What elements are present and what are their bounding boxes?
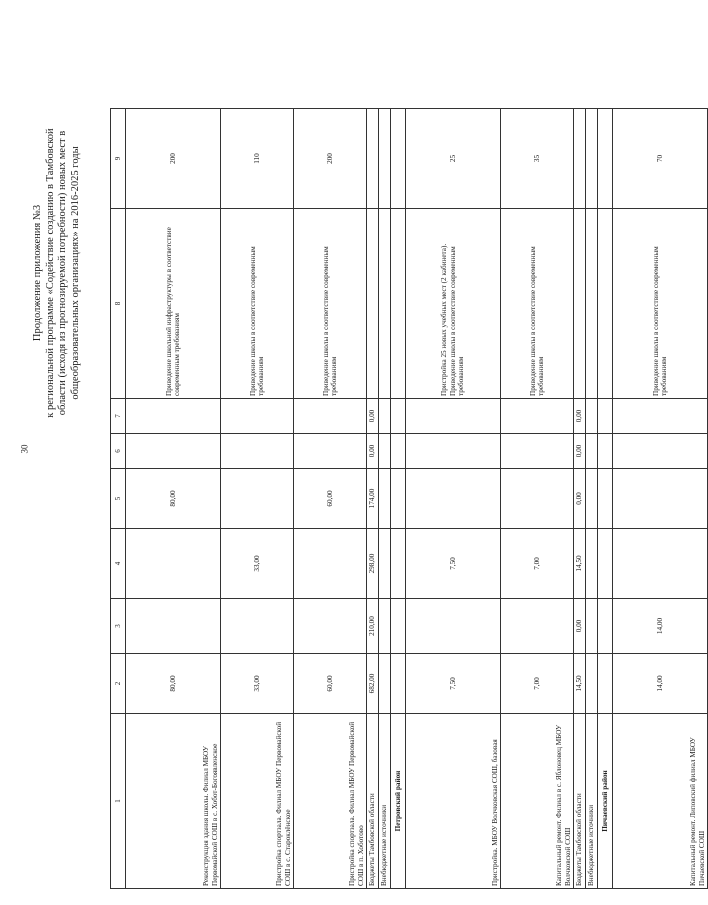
value-cell (379, 654, 391, 714)
value-cell (294, 529, 367, 599)
appendix-heading (32, 23, 82, 523)
column-header: 8 (111, 209, 126, 399)
object-name-cell: Капитальный ремонт. Филиал в с. Яблоновец МБОУ Волчковской СОШ (501, 714, 574, 889)
table-row (406, 109, 501, 889)
places-cell: 25 (406, 109, 501, 209)
header-row (111, 109, 126, 889)
object-name-cell: Пристройка спортзала. Филиал МБОУ Первомайской СОШ в с. Староклёнское (221, 714, 294, 889)
value-cell: 0,00 (574, 599, 586, 654)
value-cell: 7,00 (501, 529, 574, 599)
value-cell (294, 434, 367, 469)
table-row (574, 109, 586, 889)
page-number: 30 (19, 444, 30, 454)
column-header: 3 (111, 599, 126, 654)
object-name-cell: Капитальный ремонт. Липовский филиал МБОУ Пичаевской СОШ (613, 714, 708, 889)
result-cell: Приведение школы в соответствие современным требованиям (221, 209, 294, 399)
value-cell: 298,00 (367, 529, 379, 599)
heading-line: Продолжение приложения №3 (32, 204, 43, 342)
places-cell: 200 (294, 109, 367, 209)
value-cell (379, 434, 391, 469)
value-cell (379, 399, 391, 434)
value-cell: 0,00 (574, 469, 586, 529)
value-cell: 14,00 (613, 599, 708, 654)
value-cell (586, 399, 598, 434)
value-cell: 210,00 (367, 599, 379, 654)
table-row (367, 109, 379, 889)
table-row (501, 109, 574, 889)
value-cell (406, 469, 501, 529)
places-cell (367, 109, 379, 209)
result-cell: Приведение школьной инфраструктуры в соответствие современным требованиям (126, 209, 221, 399)
result-cell (574, 209, 586, 399)
value-cell: 33,00 (221, 654, 294, 714)
column-header: 5 (111, 469, 126, 529)
value-cell (501, 599, 574, 654)
budget-label-cell: Бюджеты Тамбовской области (574, 714, 586, 889)
column-header: 2 (111, 654, 126, 714)
value-cell (294, 599, 367, 654)
places-cell: 110 (221, 109, 294, 209)
budget-label-cell: Внебюджетные источники (379, 714, 391, 889)
table-row (126, 109, 221, 889)
value-cell: 0,00 (367, 434, 379, 469)
value-cell (221, 399, 294, 434)
result-cell: Приведение школы в соответствие современным требованиям (294, 209, 367, 399)
result-cell: Приведение школы в соответствие современным требованиям (613, 209, 708, 399)
value-cell (586, 529, 598, 599)
value-cell (586, 434, 598, 469)
heading-line: общеобразовательных организациях» на 2016-2025 годы (69, 146, 81, 400)
value-cell: 80,00 (126, 654, 221, 714)
value-cell (221, 434, 294, 469)
value-cell (221, 599, 294, 654)
value-cell (501, 434, 574, 469)
value-cell (221, 469, 294, 529)
places-cell: 35 (501, 109, 574, 209)
value-cell (406, 434, 501, 469)
value-cell (379, 469, 391, 529)
object-name-cell: Пристройка спортзала. Филиал МБОУ Первомайской СОШ в п. Хоботово (294, 714, 367, 889)
value-cell: 14,50 (574, 654, 586, 714)
value-cell: 33,00 (221, 529, 294, 599)
value-cell: 14,00 (613, 654, 708, 714)
places-cell: 70 (613, 109, 708, 209)
column-header: 4 (111, 529, 126, 599)
budget-label-cell: Внебюджетные источники (586, 714, 598, 889)
value-cell (126, 399, 221, 434)
table-row (613, 109, 708, 889)
table-row (221, 109, 294, 889)
funding-table (110, 108, 708, 889)
heading-line: к региональной программе «Содействие созданию в Тамбовской (44, 128, 56, 418)
value-cell (613, 434, 708, 469)
result-cell (367, 209, 379, 399)
value-cell (126, 599, 221, 654)
value-cell (586, 599, 598, 654)
value-cell (586, 654, 598, 714)
result-cell (586, 209, 598, 399)
value-cell (501, 399, 574, 434)
value-cell: 7,50 (406, 654, 501, 714)
column-header: 6 (111, 434, 126, 469)
value-cell: 0,00 (574, 399, 586, 434)
value-cell: 682,00 (367, 654, 379, 714)
value-cell: 14,50 (574, 529, 586, 599)
column-header: 7 (111, 399, 126, 434)
rotated-page (10, 13, 706, 893)
value-cell (379, 599, 391, 654)
district-header-row (598, 109, 613, 889)
result-cell (379, 209, 391, 399)
value-cell (586, 469, 598, 529)
value-cell: 60,00 (294, 469, 367, 529)
places-cell: 200 (126, 109, 221, 209)
value-cell (406, 599, 501, 654)
value-cell (294, 399, 367, 434)
result-cell: Приведение школы в соответствие современным требованиям (501, 209, 574, 399)
result-cell: Пристройка 25 новых учебных мест (2 кабинета). Приведение школы в соответствие современным требованиям (406, 209, 501, 399)
value-cell: 60,00 (294, 654, 367, 714)
column-header: 1 (111, 714, 126, 889)
table-row (294, 109, 367, 889)
column-header: 9 (111, 109, 126, 209)
value-cell: 174,00 (367, 469, 379, 529)
value-cell: 0,00 (574, 434, 586, 469)
table-row (379, 109, 391, 889)
value-cell: 7,50 (406, 529, 501, 599)
value-cell (379, 529, 391, 599)
value-cell: 7,00 (501, 654, 574, 714)
places-cell (574, 109, 586, 209)
value-cell (406, 399, 501, 434)
district-name: Пичаевский район (598, 714, 613, 889)
heading-line: области (исходя из прогнозируемой потребности) новых мест в (57, 130, 68, 416)
budget-label-cell: Бюджеты Тамбовской области (367, 714, 379, 889)
value-cell (613, 529, 708, 599)
value-cell (613, 399, 708, 434)
value-cell (613, 469, 708, 529)
value-cell (501, 469, 574, 529)
object-name-cell: Пристройка. МБОУ Волчковская СОШ, базовая (406, 714, 501, 889)
value-cell (126, 434, 221, 469)
value-cell: 80,00 (126, 469, 221, 529)
district-name: Петровский район (391, 714, 406, 889)
district-header-row (391, 109, 406, 889)
value-cell (126, 529, 221, 599)
table-row (586, 109, 598, 889)
object-name-cell: Реконструкция здания школы. Филиал МБОУ Первомайской СОШ в с. Хобот-Богоявленское (126, 714, 221, 889)
places-cell (379, 109, 391, 209)
value-cell: 0,00 (367, 399, 379, 434)
places-cell (586, 109, 598, 209)
